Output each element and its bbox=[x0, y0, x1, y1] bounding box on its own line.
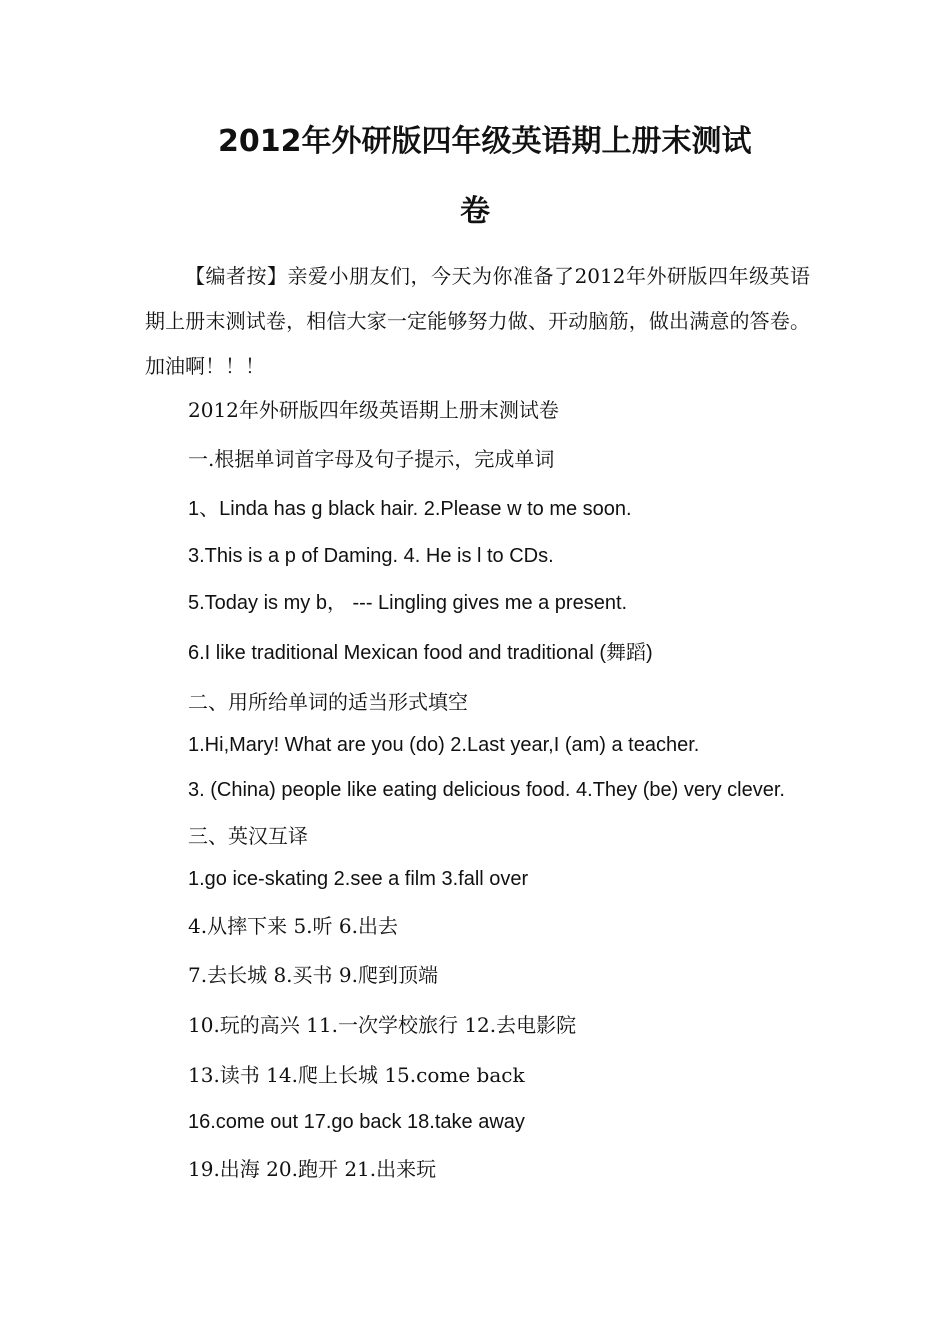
exercise-line: 1.Hi,Mary! What are you (do) 2.Last year,I (am) a teacher. bbox=[188, 734, 700, 756]
exercise-line: 5.Today is my b， --- Lingling gives me a present. bbox=[188, 592, 628, 614]
exercise-line: 6.I like traditional Mexican food and traditional (舞蹈) bbox=[188, 642, 653, 664]
exercise-line: 10.玩的高兴 11.一次学校旅行 12.去电影院 bbox=[188, 1013, 577, 1037]
document-title-line-2: 卷 bbox=[460, 194, 490, 229]
exercise-line: 7.去长城 8.买书 9.爬到顶端 bbox=[188, 963, 438, 987]
exercise-line: 1、Linda has g black hair. 2.Please w to me soon. bbox=[188, 498, 632, 520]
exercise-line: 16.come out 17.go back 18.take away bbox=[188, 1111, 525, 1133]
exercise-line: 13.读书 14.爬上长城 15.come back bbox=[188, 1063, 525, 1087]
subtitle-line: 2012年外研版四年级英语期上册末测试卷 bbox=[188, 398, 559, 422]
section-heading-1: 一.根据单词首字母及句子提示，完成单词 bbox=[188, 447, 555, 471]
editor-note-paragraph: 【编者按】亲爱小朋友们，今天为你准备了2012年外研版四年级英语期上册末测试卷，相信大家一定能够努力做、开动脑筋，做出满意的答卷。加油啊！！！ bbox=[145, 264, 810, 378]
exercise-line: 1.go ice-skating 2.see a film 3.fall over bbox=[188, 868, 529, 890]
section-heading-2: 二、用所给单词的适当形式填空 bbox=[188, 690, 468, 714]
exercise-line: 19.出海 20.跑开 21.出来玩 bbox=[188, 1157, 437, 1181]
exercise-line: 4.从摔下来 5.听 6.出去 bbox=[188, 914, 398, 938]
exercise-line: 3. (China) people like eating delicious food. 4.They (be) very clever. bbox=[188, 779, 785, 801]
section-heading-3: 三、英汉互译 bbox=[188, 824, 308, 848]
document-title-line-1: 2012年外研版四年级英语期上册末测试 bbox=[218, 124, 752, 159]
exercise-line: 3.This is a p of Daming. 4. He is l to CDs. bbox=[188, 545, 554, 567]
